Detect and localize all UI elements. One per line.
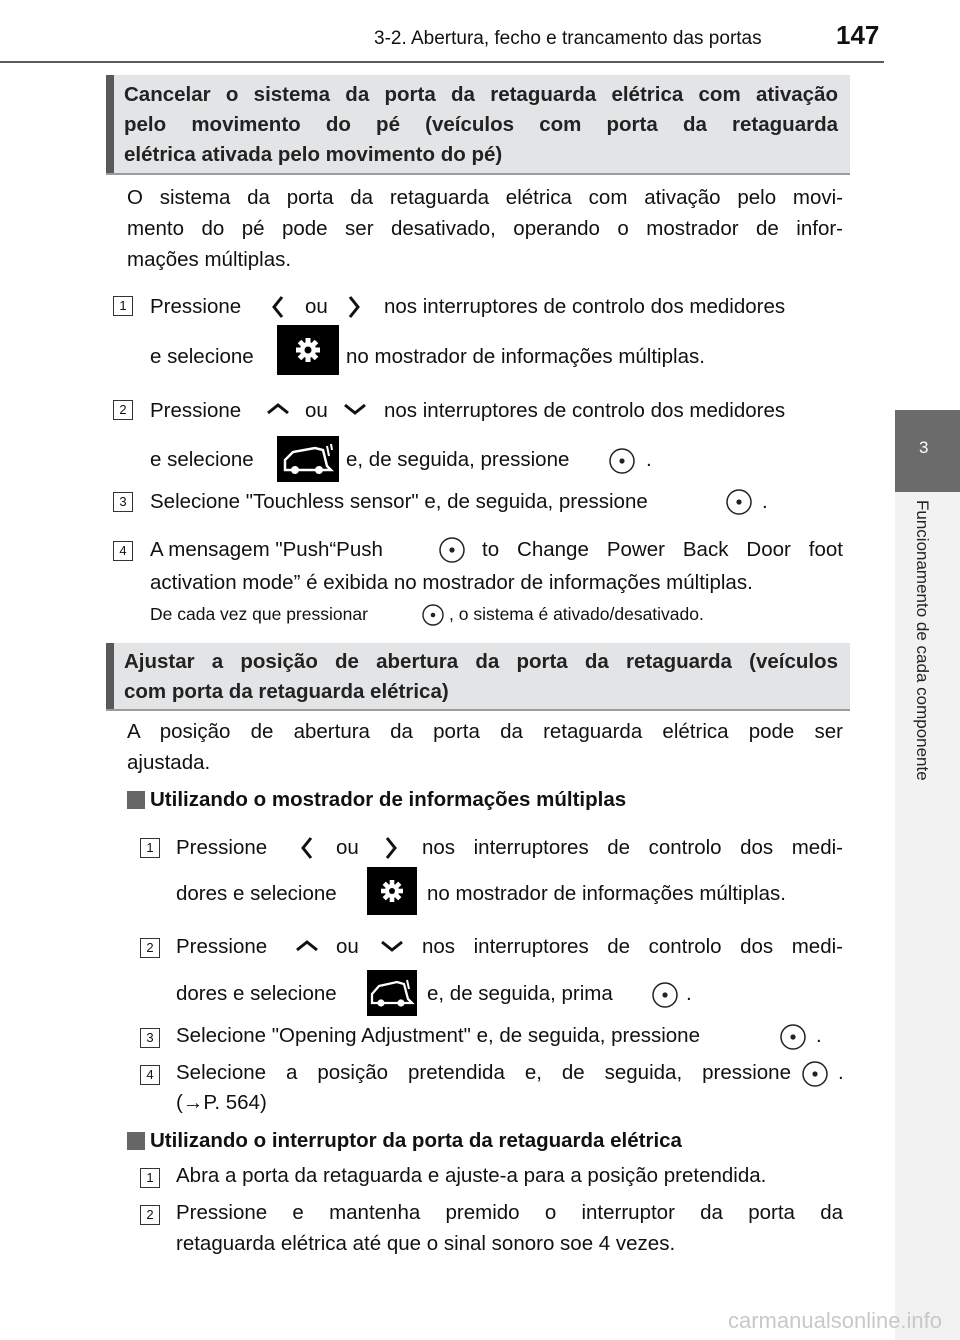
step-text: . (762, 490, 768, 513)
step-text: ou (305, 399, 328, 422)
step-text: retaguarda elétrica até que o sinal sonoro soe 4 vezes. (176, 1232, 676, 1255)
ok-button-icon (608, 447, 636, 475)
step-text: Pressione e mantenha premido o interruptor da porta da (176, 1201, 843, 1224)
ok-button-icon (421, 603, 445, 627)
step-text: e, de seguida, pressione (346, 448, 570, 471)
chapter-number: 3 (919, 438, 929, 457)
step-text: ou (336, 935, 359, 958)
step-number: 1 (140, 838, 160, 858)
step-text: Abra a porta da retaguarda e ajuste-a para a posição pretendida. (176, 1164, 767, 1187)
intro-line: O sistema da porta da retaguarda elétrica com ativação pelo movi- (127, 186, 843, 209)
step-text: Pressione (176, 836, 268, 859)
step-number: 4 (140, 1065, 160, 1085)
step-number: 2 (140, 1205, 160, 1225)
intro-line: mações múltiplas. (127, 248, 292, 271)
step-text: to Change Power Back Door foot (482, 538, 843, 561)
step-text: A mensagem "Push“Push (150, 538, 383, 561)
intro-line: ajustada. (127, 751, 211, 774)
section-heading-line: pelo movimento do pé (veículos com porta da retaguarda (124, 113, 838, 136)
step-text: Pressione (150, 295, 242, 318)
step-text: Selecione "Opening Adjustment" e, de seguida, pressione (176, 1024, 700, 1047)
step-text: no mostrador de informações múltiplas. (427, 882, 786, 905)
step-number: 2 (140, 938, 160, 958)
ok-button-icon (651, 981, 679, 1009)
step-number: 2 (113, 400, 133, 420)
subsection-title: Utilizando o interruptor da porta da retaguarda elétrica (150, 1129, 682, 1152)
section-heading-line: Cancelar o sistema da porta da retaguarda elétrica com ativação (124, 83, 838, 106)
chevron-up-icon (294, 939, 320, 953)
step-note: De cada vez que pressionar (150, 604, 368, 624)
page-number: 147 (836, 20, 880, 50)
ok-button-icon (725, 488, 753, 516)
ok-button-icon (801, 1060, 829, 1088)
chevron-left-icon (270, 294, 286, 320)
car-tailgate-icon (277, 436, 339, 482)
step-text: Selecione "Touchless sensor" e, de seguida, pressione (150, 490, 648, 513)
step-number: 3 (113, 492, 133, 512)
ok-button-icon (779, 1023, 807, 1051)
section-heading-line: Ajustar a posição de abertura da porta da retaguarda (veículos (124, 650, 838, 673)
step-text: Pressione (176, 935, 268, 958)
step-number: 3 (140, 1028, 160, 1048)
chapter-title: Funcionamento de cada componente (913, 500, 932, 781)
step-text: dores e selecione (176, 982, 337, 1005)
step-text: ou (305, 295, 328, 318)
section-heading-line: elétrica ativada pelo movimento do pé) (124, 143, 503, 166)
intro-line: A posição de abertura da porta da retaguarda elétrica pode ser (127, 720, 843, 743)
step-text: ou (336, 836, 359, 859)
section-heading-opening-position (106, 643, 850, 711)
step-text: Selecione a posição pretendida e, de seguida, pressione (176, 1061, 791, 1084)
step-text: e selecione (150, 345, 254, 368)
step-number: 1 (140, 1168, 160, 1188)
step-text: Pressione (150, 399, 242, 422)
step-text: dores e selecione (176, 882, 337, 905)
step-text: nos interruptores de controlo dos medi- (422, 935, 843, 958)
intro-line: mento do pé pode ser desativado, operando o mostrador de infor- (127, 217, 843, 240)
section-heading-line: com porta da retaguarda elétrica) (124, 680, 449, 703)
chevron-left-icon (299, 835, 315, 861)
page-reference: (→P. 564) (176, 1091, 267, 1114)
subsection-bullet (127, 1132, 145, 1150)
chevron-down-icon (379, 939, 405, 953)
section-heading-cancel (106, 75, 850, 175)
step-text: . (838, 1061, 844, 1084)
chevron-right-icon (346, 294, 362, 320)
chevron-right-icon (383, 835, 399, 861)
step-text: . (646, 448, 652, 471)
car-tailgate-icon (367, 970, 417, 1016)
chevron-up-icon (265, 402, 291, 416)
step-text: . (816, 1024, 822, 1047)
step-number: 1 (113, 296, 133, 316)
step-text: nos interruptores de controlo dos medidores (384, 399, 786, 422)
step-text: e selecione (150, 448, 254, 471)
header-rule (0, 61, 884, 63)
subsection-title: Utilizando o mostrador de informações múltiplas (150, 788, 627, 811)
gear-icon (367, 867, 417, 915)
step-text: no mostrador de informações múltiplas. (346, 345, 705, 368)
step-text: nos interruptores de controlo dos medidores (384, 295, 786, 318)
running-header: 3-2. Abertura, fecho e trancamento das portas (374, 28, 762, 49)
step-text: e, de seguida, prima (427, 982, 613, 1005)
step-note: , o sistema é ativado/desativado. (449, 604, 704, 624)
ok-button-icon (438, 536, 466, 564)
step-number: 4 (113, 541, 133, 561)
step-text: . (686, 982, 692, 1005)
step-text: nos interruptores de controlo dos medi- (422, 836, 843, 859)
subsection-bullet (127, 791, 145, 809)
gear-icon (277, 325, 339, 375)
watermark: carmanualsonline.info (728, 1308, 943, 1333)
chapter-tab (895, 410, 960, 492)
chevron-down-icon (342, 402, 368, 416)
step-text: activation mode” é exibida no mostrador de informações múltiplas. (150, 571, 753, 594)
